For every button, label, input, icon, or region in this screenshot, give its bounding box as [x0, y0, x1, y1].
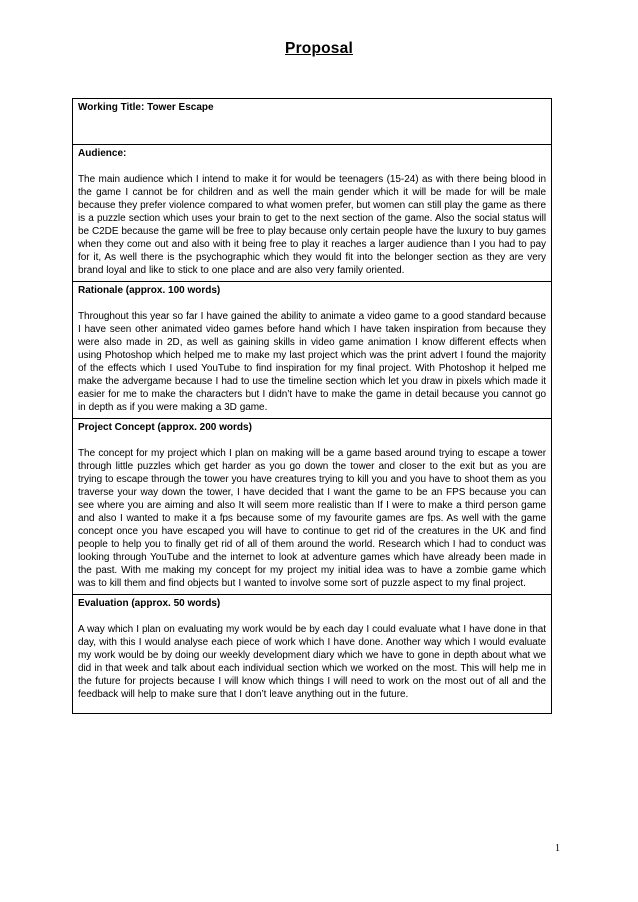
page-number: 1: [555, 843, 560, 854]
working-title-heading: Working Title: Tower Escape: [78, 102, 214, 113]
working-title-section: [73, 99, 551, 145]
rationale-section: [73, 282, 551, 419]
evaluation-heading: Evaluation (approx. 50 words): [78, 598, 221, 609]
rationale-text: Throughout this year so far I have gained the ability to animate a video game to a good standard because I have seen other animated video games before hand which I have taken inspiration from because they were also made in 2D, as well as gaining skills in video game animation I know different effects when using Photoshop which helped me to make my last project which was the print advert I found the majority of the effects which I used YouTube to find inspiration for my final project. With Photoshop it helped me make the advergame because I had to use the timeline section which let you draw in pixels which made it easier for me to make the characters but I didn’t have to make the game in detail because you cannot go in depth as if you were making a 3D game.: [78, 311, 546, 413]
evaluation-text: A way which I plan on evaluating my work would be by each day I could evaluate what I have done in that day, with this I would analyse each piece of work which I have done. Another way which I would evaluate my work would be by doing our weekly development diary which we have to gone in depth about what we did in that week and talk about each individual section which we worked on the most. This will help me in the future for projects because I will know which things I will need to work on the most out of all and the feedback will help to make sure that I don’t leave anything out in the future.: [78, 624, 546, 700]
evaluation-section: [73, 595, 551, 713]
audience-section: [73, 145, 551, 282]
audience-heading: Audience:: [78, 148, 127, 159]
proposal-form-table: [72, 98, 552, 714]
rationale-heading: Rationale (approx. 100 words): [78, 285, 221, 296]
audience-text: The main audience which I intend to make it for would be teenagers (15-24) as with there being blood in the game I cannot be for children and as well the main gender which it will be made for will be male because they prefer violence compared to what women prefer, but women can still play the game as there is a puzzle section which uses your brain to get to the next section of the game. Also the social status will be C2DE because the game will be free to play because only certain people have the luxury to buy games when they come out and also with it being free to play it reaches a larger audience than I you had to pay for it, As well there is the psychographic which they would fit into the belonger section as they are very brand loyal and like to stick to one place and are also very family oriented.: [78, 174, 546, 276]
project-concept-heading: Project Concept (approx. 200 words): [78, 422, 252, 433]
document-title: Proposal: [285, 40, 353, 57]
project-concept-section: [73, 419, 551, 595]
project-concept-text: The concept for my project which I plan on making will be a game based around trying to escape a tower through little puzzles which get harder as you go down the tower and closer to the exit but as you are trying to escape through the tower you have creatures trying to kill you and you have to shoot them as you traverse your way down the tower, I have decided that I want the game to be an FPS because you can see where you are aiming and also It will seem more realistic than If I were to make a third person game and also I wanted to make it a fps because some of my favourite games are fps. As well with the game concept once you have escaped you will have to continue to get rid of the creatures in the UK and find people to help you to finally get rid of all of them around the world. Research which I had to conduct was looking through YouTube and the internet to look at adventure games which have already been made in the past. With me making my concept for my project my initial idea was to have a zombie game which was to kill them and find objects but I wanted to involve some sort of puzzle aspect to my final project.: [78, 448, 546, 589]
